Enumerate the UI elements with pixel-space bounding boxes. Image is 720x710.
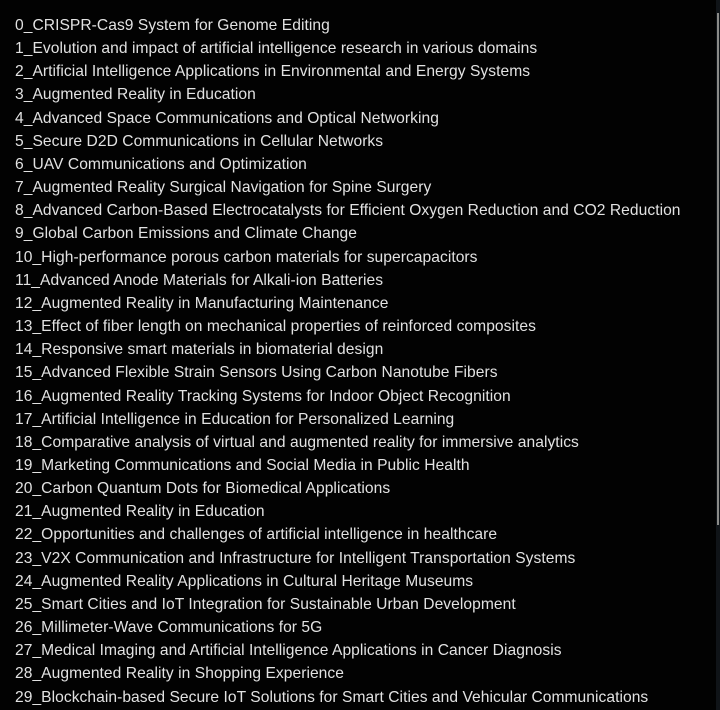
list-item[interactable]: 18_Comparative analysis of virtual and augmented reality for immersive analytics [15,433,579,451]
list-item[interactable]: 25_Smart Cities and IoT Integration for Sustainable Urban Development [15,595,516,613]
list-item[interactable]: 6_UAV Communications and Optimization [15,155,307,173]
list-item[interactable]: 1_Evolution and impact of artificial intelligence research in various domains [15,40,538,58]
list-item[interactable]: 24_Augmented Reality Applications in Cultural Heritage Museums [15,572,474,590]
topic-list [15,14,715,709]
list-item[interactable]: 29_Blockchain-based Secure IoT Solutions for Smart Cities and Vehicular Communications [15,688,649,706]
list-item[interactable]: 0_CRISPR-Cas9 System for Genome Editing [15,17,330,34]
list-item[interactable]: 28_Augmented Reality in Shopping Experience [15,665,344,683]
list-item[interactable]: 20_Carbon Quantum Dots for Biomedical Applications [15,480,391,498]
list-item[interactable]: 14_Responsive smart materials in biomaterial design [15,341,384,359]
list-item[interactable]: 17_Artificial Intelligence in Education for Personalized Learning [15,410,455,428]
list-item[interactable]: 27_Medical Imaging and Artificial Intelligence Applications in Cancer Diagnosis [15,642,562,660]
list-item[interactable]: 15_Advanced Flexible Strain Sensors Using Carbon Nanotube Fibers [15,364,498,382]
list-item[interactable]: 19_Marketing Communications and Social Media in Public Health [15,456,470,474]
list-item[interactable]: 22_Opportunities and challenges of artificial intelligence in healthcare [15,526,498,544]
list-item[interactable]: 4_Advanced Space Communications and Optical Networking [15,109,439,127]
list-item[interactable]: 16_Augmented Reality Tracking Systems for Indoor Object Recognition [15,387,511,405]
scrollbar-thumb[interactable] [717,13,719,525]
list-item[interactable]: 7_Augmented Reality Surgical Navigation for Spine Surgery [15,179,432,197]
list-item[interactable]: 10_High-performance porous carbon materials for supercapacitors [15,248,478,266]
list-item[interactable]: 12_Augmented Reality in Manufacturing Maintenance [15,294,389,312]
list-item[interactable]: 2_Artificial Intelligence Applications in Environmental and Energy Systems [15,63,531,81]
list-item[interactable]: 11_Advanced Anode Materials for Alkali-ion Batteries [15,271,384,289]
list-item[interactable]: 13_Effect of fiber length on mechanical properties of reinforced composites [15,318,536,336]
list-item[interactable]: 23_V2X Communication and Infrastructure for Intelligent Transportation Systems [15,549,576,567]
list-item[interactable]: 8_Advanced Carbon-Based Electrocatalysts for Efficient Oxygen Reduction and CO2 Reduction [15,202,681,220]
list-item[interactable]: 3_Augmented Reality in Education [15,86,256,104]
list-item[interactable]: 5_Secure D2D Communications in Cellular Networks [15,132,384,150]
list-item[interactable]: 21_Augmented Reality in Education [15,503,265,521]
vertical-scrollbar[interactable] [716,0,720,710]
list-item[interactable]: 9_Global Carbon Emissions and Climate Change [15,225,357,243]
list-item[interactable]: 26_Millimeter-Wave Communications for 5G [15,619,323,637]
